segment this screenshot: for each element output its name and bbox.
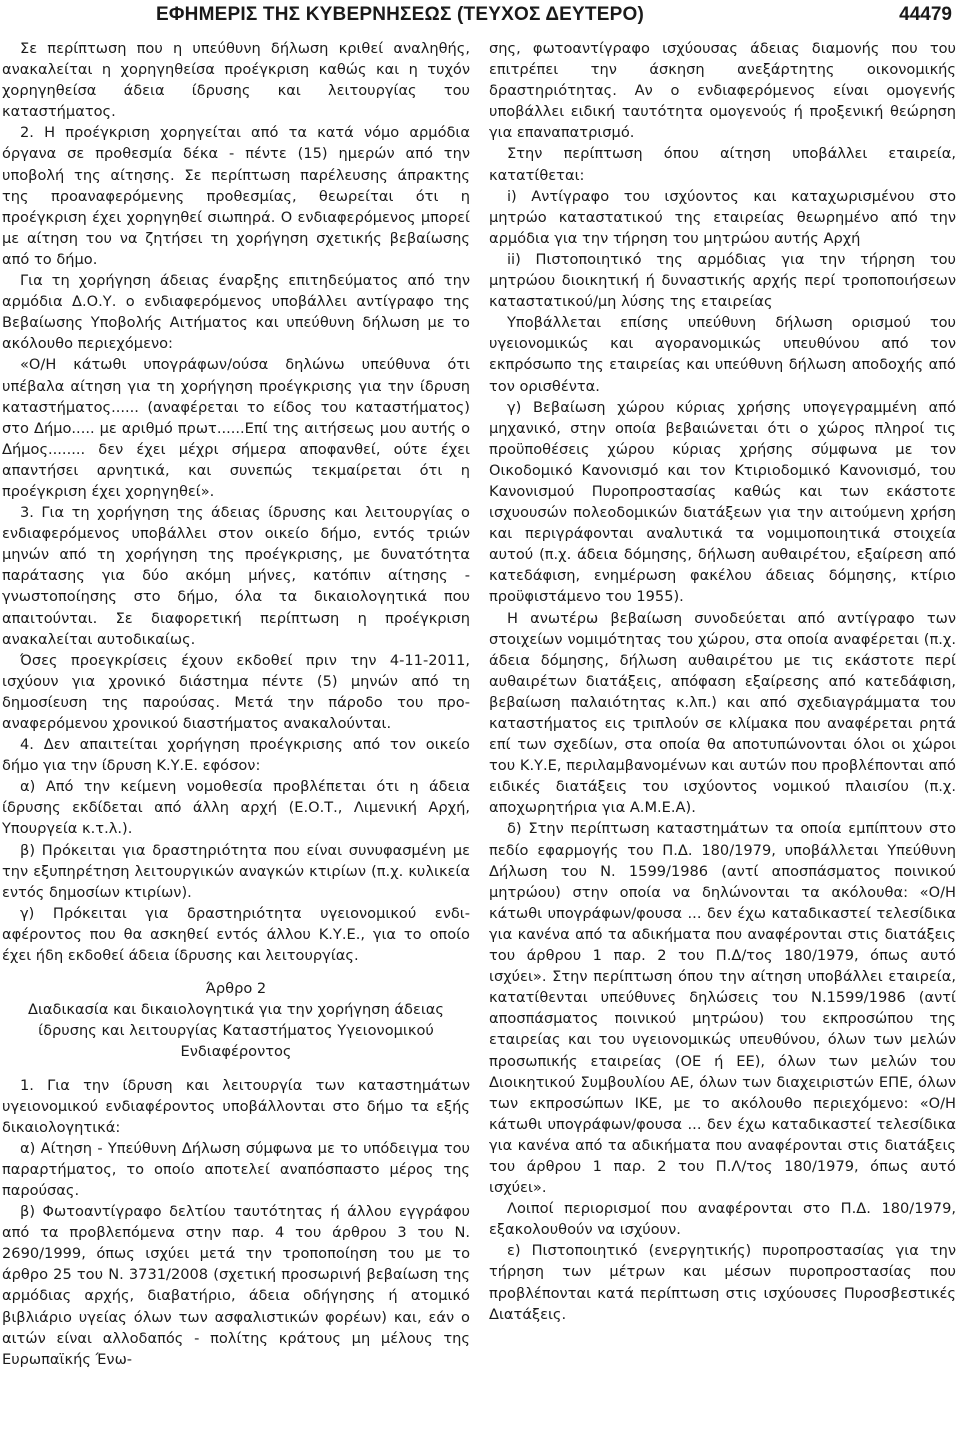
paragraph: Υποβάλλεται επίσης υπεύθυνη δήλωση ορισμού του υγειονομικώς και αγορανομικώς υπευθύνου από τον εκπρόσωπο της εταιρείας και υπεύθυνη δήλωση αποδοχής από τον ορισθέντα.	[489, 314, 956, 395]
page-header	[0, 0, 960, 36]
left-column	[2, 38, 470, 1370]
paragraph: Για τη χορήγηση άδειας έναρξης επιτηδεύματος από την αρμόδια Δ.Ο.Υ. ο ενδιαφερόμενος υποβάλλει αντίγραφο της Βεβαίωσης Υποβολής Αιτήματος και υπεύθυνη δήλωση με το ακόλουθο περιεχόμενο:	[2, 272, 470, 353]
paragraph: σης, φωτοαντίγραφο ισχύουσας άδειας διαμονής που του επιτρέπει την άσκηση ανεξάρτητης οικονομικής δραστηριότητας. Αν ο ενδιαφερόμενος είναι ομογενής υποβάλλει ειδική ταυτότητα ομογενούς ή προξενική θεώρηση για επαναπατρισμό.	[489, 40, 956, 142]
paragraph: «Ο/Η κάτωθι υπογράφων/ούσα δηλώνω υπεύθυνα ότι υπέβαλα αίτηση για τη χορήγηση προέγκρισης για την ίδρυση καταστήματος...... (αναφέρεται το είδος του καταστήματος) στο Δήμο..... με αριθμό πρωτ......Επί της αιτήσεως μου αυτής ο Δήμος........ δεν έχει μέχρι σήμερα αποφανθεί, ούτε έχει απαντήσει αρνητικά, και συνεπώς τεκμαίρεται ότι η προέγκριση έχει χορηγηθεί».	[2, 356, 470, 500]
article-number: Άρθρο 2	[205, 980, 267, 998]
paragraph: β) Πρόκειται για δραστηριότητα που είναι συνυφασμένη με την εξυπηρέτηση λειτουργικών αναγκών κτιρίων (π.χ. κυλικεία εντός δημοσίων κτιρίων).	[2, 841, 470, 901]
paragraph: δ) Στην περίπτωση καταστημάτων τα οποία εμπίπτουν στο πεδίο εφαρμογής του Π.Δ. 180/1979, υποβάλλεται Υπεύθυνη Δήλωση του Ν. 1599/1986 (αντί αποσπάσματος ποινικού μητρώου) στην οποία να δηλώνονται τα ακόλουθα: «Ο/Η κάτωθι υπογράφων/φουσα ... δεν έχω καταδικαστεί τελεσίδικα για κανένα από τα αδικήματα που αναφέρονται στις διατάξεις του άρθρου 1 παρ. 2 του Π.Δ/τος 180/1979, όπως αυτό ισχύει». Στην περίπτωση όπου την αίτηση υποβάλλει εταιρεία, κατατίθενται υπεύθυνες δηλώσεις του Ν.1599/1986 (αντί αποσπάσματος ποινικού μητρώου) του εκπροσώπου της εταιρείας και του υγειονομικώς υπευθύνου, όλων των μελών προσωπικής εταιρείας (ΟΕ ή ΕΕ), όλων των μελών του Διοικητικού Συμβουλίου ΑΕ, όλων των διαχειριστών ΕΠΕ, όλων των εκπροσώπων ΙΚΕ, με το ακόλουθο περιεχόμενο: «Ο/Η κάτωθι υπογράφων/φουσα ... δεν έχω καταδικαστεί τελεσίδικα για κανένα από τα αδικήματα που αναφέρονται στις διατάξεις του άρθρου 1 παρ. 2 του Π.Λ/τος 180/1979, όπως αυτό ισχύει».	[489, 820, 956, 1197]
paragraph: γ) Πρόκειται για δραστηριότητα υγειονομικού ενδιαφέροντος που θα ασκηθεί εντός άλλου Κ.Υ.Ε., για το οποίο έχει ήδη εκδοθεί άδεια ίδρυσης και λειτουργίας.	[2, 904, 470, 965]
paragraph: Στην περίπτωση όπου αίτηση υποβάλλει εταιρεία, κατατίθεται:	[489, 145, 956, 184]
paragraph: 4. Δεν απαιτείται χορήγηση προέγκρισης από τον οικείο δήμο για την ίδρυση Κ.Υ.Ε. εφόσον:	[2, 736, 470, 775]
paragraph: Όσες προεγκρίσεις έχουν εκδοθεί πριν την 4-11-2011, ισχύουν για χρονικό διάστημα πέντε (5) μηνών από τη δημοσίευση της παρούσας. Μετά την πάροδο του προαναφερόμενου χρονικού διαστήματος ανακαλούνται.	[2, 651, 470, 732]
paragraph: γ) Βεβαίωση χώρου κύριας χρήσης υπογεγραμμένη από μηχανικό, στην οποία βεβαιώνεται ότι ο χώρος πληροί τις προϋποθέσεις χώρου κύριας χρήσης σύμφωνα με τον Οικοδομικό Κανονισμό και τον Κτιριοδομικό Κανονισμό, του Κανονισμού Πυροπροστασίας καθώς και των εκάστοτε ισχυουσών πολεοδομικών διατάξεων για την αιτούμενη χρήση και περιγράφονται αναλυτικά τα νομιμοποιητικά στοιχεία αυτού (π.χ. άδεια δόμησης, δήλωση αυθαιρέτου, εξαίρεση από κατεδάφιση, ενημέρωση φακέλου άδειας δόμησης, κτίριο προϋφιστάμενο του 1955).	[489, 398, 956, 606]
paragraph: 2. Η προέγκριση χορηγείται από τα κατά νόμο αρμόδια όργανα σε προθεσμία δέκα - πέντε (15) ημερών από την υποβολή της αίτησης. Σε περίπτωση παρέλευσης άπρακτης της προαναφερόμενης προθεσμίας, θεωρείται ότι η προέγκριση έχει χορηγηθεί σιωπηρά. Ο ενδιαφερόμενος μπορεί με αίτηση του να ζητήσει τη χορήγηση σχετικής βεβαίωσης από το δήμο.	[2, 124, 470, 268]
gazette-title: ΕΦΗΜΕΡΙΣ ΤΗΣ ΚΥΒΕΡΝΗΣΕΩΣ (ΤΕΥΧΟΣ ΔΕΥΤΕΡΟ)	[156, 4, 644, 25]
paragraph: i) Αντίγραφο του ισχύοντος και καταχωρισμένου στο μητρώο καταστατικού της εταιρείας θεωρημένο από την αρμόδια για την τήρηση του μητρώου αυτής Αρχή	[489, 187, 956, 247]
spacer	[2, 1063, 470, 1075]
paragraph: Λοιποί περιορισμοί που αναφέρονται στο Π.Δ. 180/1979, εξακολουθούν να ισχύουν.	[489, 1200, 956, 1239]
right-column	[489, 38, 956, 1325]
article-heading: Διαδικασία και δικαιολογητικά για την χορήγηση άδειας ίδρυσης και λειτουργίας Καταστήματος Υγειονομικού Ενδιαφέροντος	[28, 1001, 444, 1061]
paragraph: α) Αίτηση - Υπεύθυνη Δήλωση σύμφωνα με το υπόδειγμα του παραρτήματος, το οποίο αποτελεί αναπόσπαστο μέρος της παρούσας.	[2, 1139, 470, 1199]
paragraph: β) Φωτοαντίγραφο δελτίου ταυτότητας ή άλλου εγγράφου από τα προβλεπόμενα στην παρ. 4 του άρθρου 3 του Ν. 2690/1999, όπως ισχύει μετά την τροποποίηση του με το άρθρο 25 του Ν. 3731/2008 (σχετική προσωρινή βεβαίωση της αρμόδιας αρχής, διαβατήριο, άδεια οδήγησης ή ατομικό βιβλιάριο υγείας όλων των ασφαλιστικών φορέων) και, εάν ο αιτών είναι αλλοδαπός - πολίτης κράτους μη μέλους της Ευρωπαϊκής Ένω-	[2, 1203, 470, 1368]
paragraph: ii) Πιστοποιητικό της αρμόδιας για την τήρηση του μητρώου διοικητική ή δυναστικής αρχής περί τροποποιήσεων καταστατικού/μη λύσης της εταιρείας	[489, 250, 956, 311]
paragraph: α) Από την κείμενη νομοθεσία προβλέπεται ότι η άδεια ίδρυσης εκδίδεται από άλλη αρχή (Ε.Ο.Τ., Λιμενική Αρχή, Υπουργεία κ.τ.λ.).	[2, 778, 470, 838]
spacer	[2, 966, 470, 978]
page-number: 44479	[899, 4, 952, 25]
paragraph: Σε περίπτωση που η υπεύθυνη δήλωση κριθεί αναληθής, ανακαλείται η χορηγηθείσα προέγκριση καθώς και η τυχόν χορηγηθείσα άδεια ίδρυσης και λειτουργίας του καταστήματος.	[2, 40, 470, 121]
paragraph: ε) Πιστοποιητικό (ενεργητικής) πυροπροστασίας για την τήρηση των μέτρων και μέσων πυροπροστασίας που προβλέπονται κατά περίπτωση στις ισχύουσες Πυροσβεστικές Διατάξεις.	[489, 1242, 956, 1323]
paragraph: 1. Για την ίδρυση και λειτουργία των καταστημάτων υγειονομικού ενδιαφέροντος υποβάλλονται στο δήμο τα εξής δικαιολογητικά:	[2, 1076, 470, 1136]
paragraph: 3. Για τη χορήγηση της άδειας ίδρυσης και λειτουργίας ο ενδιαφερόμενος υποβάλλει στον οικείο δήμο, εντός τριών μηνών από τη χορήγηση της προέγκρισης, με δυνατότητα παράτασης για δύο ακόμη μήνες, κατόπιν αίτησης - γνωστοποίησης στο δήμο, όλα τα δικαιολογητικά που απαιτούνται. Σε διαφορετική περίπτωση η προέγκριση ανακαλείται αυτοδικαίως.	[2, 504, 470, 648]
paragraph: Η ανωτέρω βεβαίωση συνοδεύεται από αντίγραφο των στοιχείων νομιμότητας του χώρου, στα οποία αναφέρεται (π.χ. άδεια δόμησης, δήλωση αυθαιρέτου με τις εκάστοτε περί αυθαιρέτων διατάξεις, απόφαση εξαίρεσης από κατεδάφιση, βεβαίωση παλαιότητας κ.λπ.) και από σχεδιαγράμματα του καταστήματος εις τριπλούν σε κλίμακα που αναφέρεται ρητά επί των σχεδίων, στα οποία θα αποτυπώνονται όλοι οι χώροι του Κ.Υ.Ε, περιλαμβανομένων και αυτών που προβλέπονται από ειδικές διατάξεις του ισχύοντος νομικού πλαισίου (π.χ. αποχωρητήρια για Α.Μ.Ε.Α).	[489, 609, 956, 817]
